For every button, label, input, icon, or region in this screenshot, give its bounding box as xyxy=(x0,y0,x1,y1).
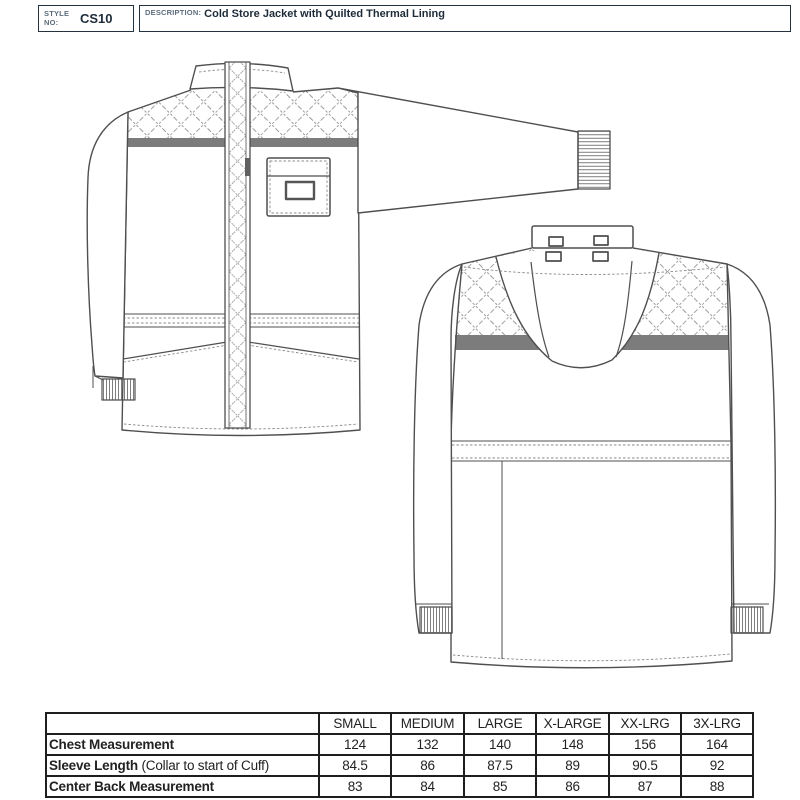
description-value: Cold Store Jacket with Quilted Thermal Lining xyxy=(204,8,445,20)
size-col-3xlrg: 3X-LRG xyxy=(681,713,753,734)
front-placket xyxy=(225,62,250,428)
row-label-chest: Chest Measurement xyxy=(46,734,319,755)
cb-medium: 84 xyxy=(391,776,464,797)
front-left-knit-cuff xyxy=(102,379,135,400)
front-right-knit-cuff xyxy=(578,131,610,189)
sleeve-xxlrg: 90.5 xyxy=(609,755,681,776)
chest-xlarge: 148 xyxy=(536,734,609,755)
sleeve-3xlrg: 92 xyxy=(681,755,753,776)
chest-pocket xyxy=(267,158,330,216)
row-label-center-back: Center Back Measurement xyxy=(46,776,319,797)
cb-large: 85 xyxy=(464,776,536,797)
cb-3xlrg: 88 xyxy=(681,776,753,797)
collar-snap xyxy=(549,237,563,246)
sleeve-small: 84.5 xyxy=(319,755,391,776)
chest-small: 124 xyxy=(319,734,391,755)
yoke-snap xyxy=(593,252,608,261)
chest-3xlrg: 164 xyxy=(681,734,753,755)
sleeve-xlarge: 89 xyxy=(536,755,609,776)
back-right-sleeve xyxy=(727,264,775,633)
size-col-xxlrg: XX-LRG xyxy=(609,713,681,734)
style-no-value: CS10 xyxy=(80,11,113,26)
chest-xxlrg: 156 xyxy=(609,734,681,755)
style-no-label: STYLE NO: xyxy=(44,8,70,27)
size-header-row xyxy=(46,713,753,734)
back-right-knit-cuff xyxy=(731,607,763,633)
back-view-drawing xyxy=(414,226,776,668)
back-left-knit-cuff xyxy=(420,607,452,633)
size-col-xlarge: X-LARGE xyxy=(536,713,609,734)
yoke-snap xyxy=(546,252,561,261)
description-label: DESCRIPTION: xyxy=(145,8,202,17)
table-row-chest xyxy=(46,734,753,755)
front-left-sleeve xyxy=(87,112,128,378)
collar-snap xyxy=(594,236,608,245)
corner-cell xyxy=(46,713,319,734)
size-col-medium: MEDIUM xyxy=(391,713,464,734)
sleeve-large: 87.5 xyxy=(464,755,536,776)
row-label-sleeve: Sleeve Length (Collar to start of Cuff) xyxy=(46,755,319,776)
cb-xlarge: 86 xyxy=(536,776,609,797)
cb-small: 83 xyxy=(319,776,391,797)
cb-xxlrg: 87 xyxy=(609,776,681,797)
size-col-large: LARGE xyxy=(464,713,536,734)
table-row-sleeve xyxy=(46,755,753,776)
chest-large: 140 xyxy=(464,734,536,755)
zipper-pull xyxy=(245,158,250,176)
table-row-center-back xyxy=(46,776,753,797)
sleeve-medium: 86 xyxy=(391,755,464,776)
front-right-sleeve-extended xyxy=(338,88,578,213)
size-measurement-table xyxy=(45,712,754,798)
size-col-small: SMALL xyxy=(319,713,391,734)
chest-medium: 132 xyxy=(391,734,464,755)
badge-window xyxy=(286,182,314,199)
